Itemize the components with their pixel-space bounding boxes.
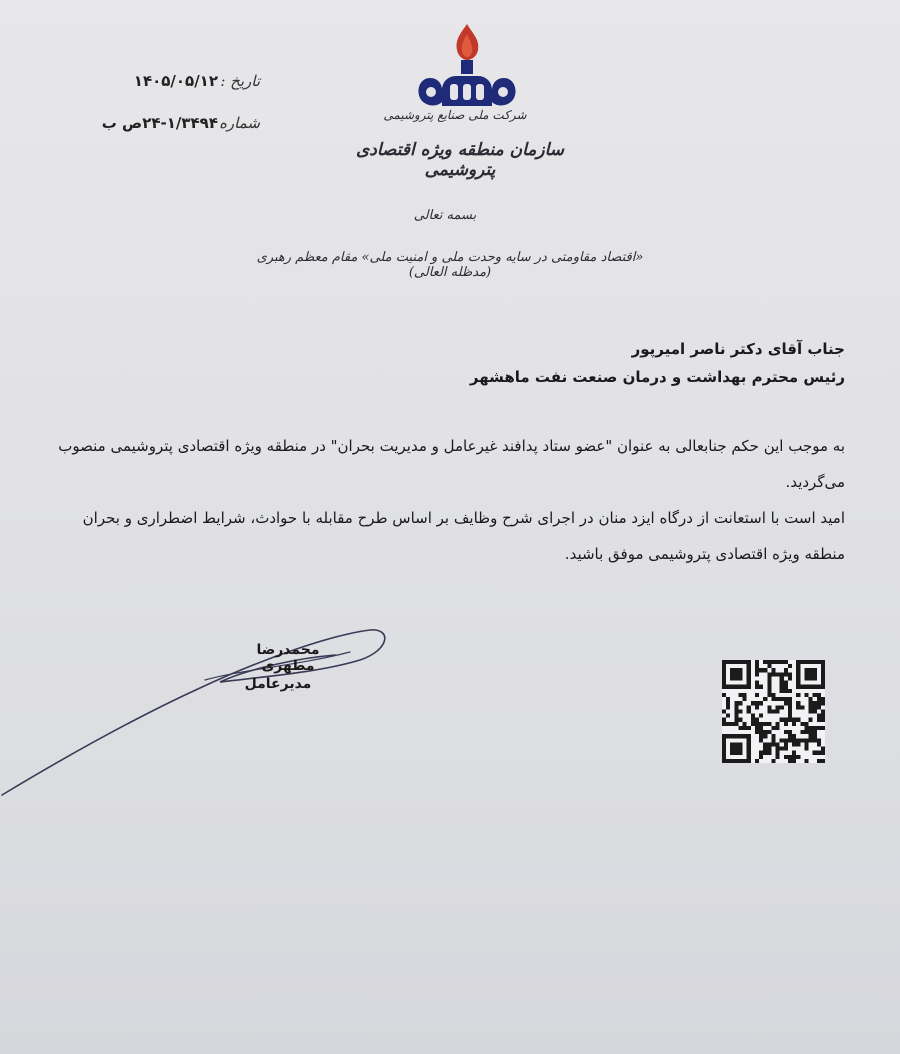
date-value: ۱۴۰۵/۰۵/۱۲ [133,72,218,90]
number-label: شماره : [209,114,260,132]
body-paragraph-1: به موجب این حکم جنابعالی به عنوان "عضو ستاد پدافند غیرعامل و مدیریت بحران" در منطقه ویژه اقتصادی پتروشیمی منصوب می‌گردید. [58,437,845,491]
recipient-name: جناب آقای دکتر ناصر امیرپور [631,340,845,358]
basmala: بسمه تعالی [413,208,477,223]
motto: «اقتصاد مقاومتی در سایه وحدت ملی و امنیت ملی» مقام معظم رهبری (مدظله العالی) [256,250,644,280]
number-value: ۲۴-۱/۳۴۹۴ص ب [101,114,218,132]
signatory-title: مدیرعامل [244,676,312,692]
body-paragraph-2: امید است با استعانت از درگاه ایزد منان در اجرای شرح وظایف بر اساس طرح مقابله با حوادث، شرایط اضطراری و بحران منطقه ویژه اقتصادی پتروشیمی موفق باشید. [82,509,845,563]
signatory-name: محمدرضا مطهری [256,642,320,674]
date-label: تاریخ : [220,72,260,90]
organization-name: سازمان منطقه ویژه اقتصادی پتروشیمی [355,140,565,180]
number-row [101,114,260,138]
recipient-title: رئیس محترم بهداشت و درمان صنعت نفت ماهشهر [469,368,845,386]
company-name: شرکت ملی صنایع پتروشیمی [383,108,527,122]
date-row [110,72,260,96]
nioc-flame-logo-icon [410,20,525,115]
handwritten-signature [0,610,400,810]
qr-code-icon [722,660,825,763]
